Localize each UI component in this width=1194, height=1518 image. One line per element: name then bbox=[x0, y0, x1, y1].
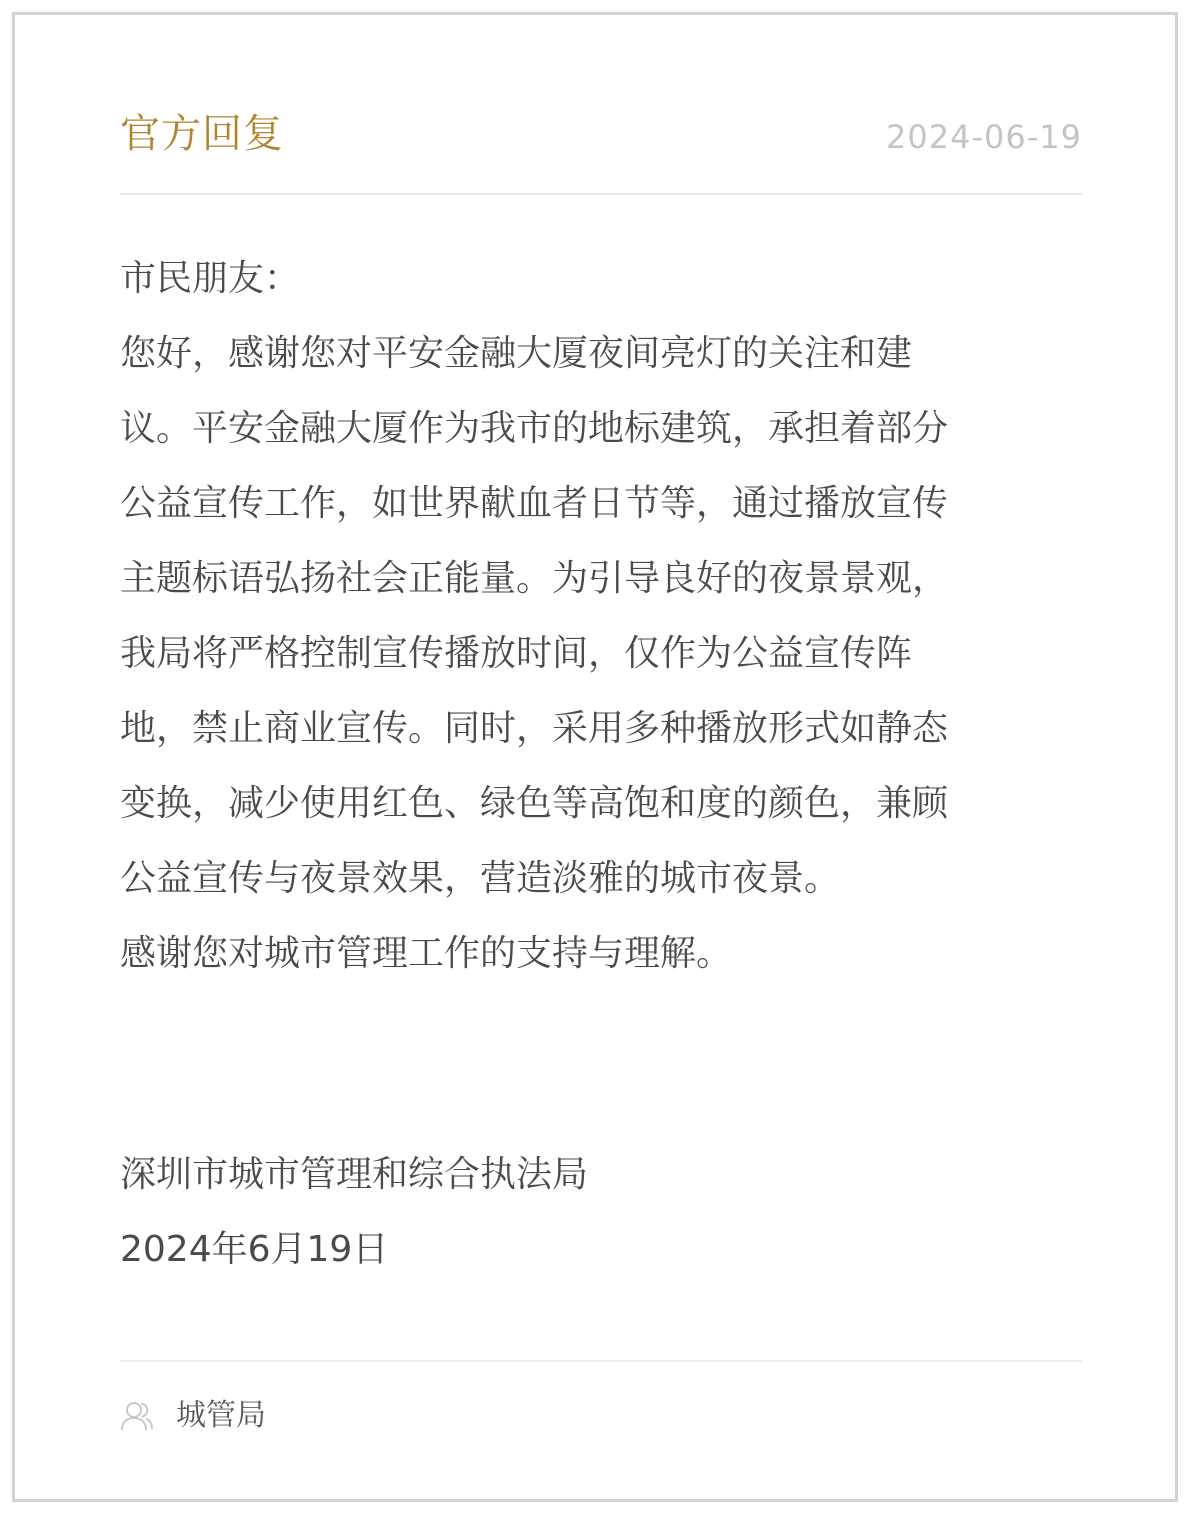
reply-header bbox=[120, 103, 1082, 195]
reply-greeting: 市民朋友： bbox=[120, 258, 301, 299]
signature-date: 2024年6月19日 bbox=[120, 1229, 389, 1270]
signature-organization: 深圳市城市管理和综合执法局 bbox=[120, 1154, 589, 1195]
reply-line: 地，禁止商业宣传。同时，采用多种播放形式如静态 bbox=[120, 708, 949, 749]
reply-line: 公益宣传工作，如世界献血者日节等，通过播放宣传 bbox=[120, 483, 949, 524]
reply-date: 2024-06-19 bbox=[886, 118, 1082, 156]
reply-closing: 感谢您对城市管理工作的支持与理解。 bbox=[120, 933, 733, 974]
reply-line: 主题标语弘扬社会正能量。为引导良好的夜景景观， bbox=[120, 558, 949, 599]
reply-title: 官方回复 bbox=[120, 111, 284, 157]
user-icon bbox=[120, 1399, 154, 1433]
reply-line: 议。平安金融大厦作为我市的地标建筑，承担着部分 bbox=[120, 408, 949, 449]
footer-divider bbox=[120, 1360, 1082, 1362]
official-reply-card bbox=[12, 12, 1178, 1502]
reply-line: 我局将严格控制宣传播放时间，仅作为公益宣传阵 bbox=[120, 633, 913, 674]
reply-line: 公益宣传与夜景效果，营造淡雅的城市夜景。 bbox=[120, 858, 841, 899]
reply-footer bbox=[120, 1393, 266, 1439]
reply-body bbox=[120, 241, 1100, 991]
author-name: 城管局 bbox=[176, 1398, 266, 1433]
reply-signature bbox=[120, 1137, 588, 1287]
reply-line: 您好，感谢您对平安金融大厦夜间亮灯的关注和建 bbox=[120, 333, 913, 374]
reply-line: 变换，减少使用红色、绿色等高饱和度的颜色，兼顾 bbox=[120, 783, 949, 824]
